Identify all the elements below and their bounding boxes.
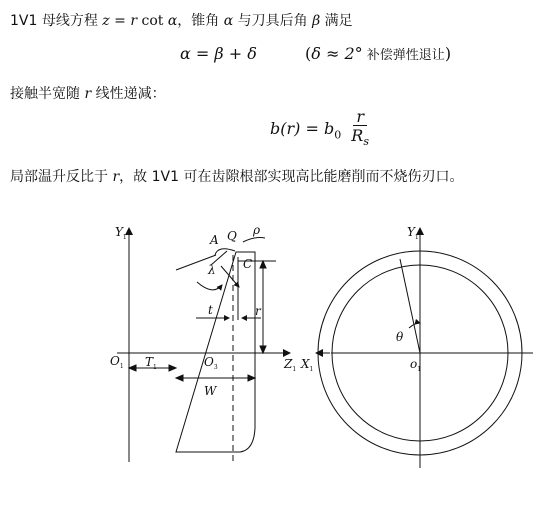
text-run: 与刀具后角 xyxy=(233,13,313,29)
label-theta: θ xyxy=(396,330,404,344)
math-r: r xyxy=(130,13,138,29)
math-alpha: α xyxy=(223,13,234,29)
fraction-numerator: r xyxy=(353,108,367,126)
math-cot: cot xyxy=(137,13,168,29)
label-w: W xyxy=(204,384,217,398)
label-x1: $X_1$ xyxy=(301,357,314,373)
label-y1-right: $Y_1$ xyxy=(407,225,419,241)
tool-nose-arc xyxy=(215,249,235,255)
label-t1: $T_1$ xyxy=(145,355,157,371)
math-r: r xyxy=(84,86,92,102)
equation-condition: δ ≈ 2° xyxy=(311,44,363,63)
label-y1: $Y_1$ xyxy=(115,225,127,241)
equation-note: 补偿弹性退让 xyxy=(362,48,445,63)
w-arrow-left xyxy=(176,375,183,381)
r-arrow-bottom xyxy=(260,346,266,353)
text-run: 满足 xyxy=(320,13,353,29)
equation-lhs: b(r) = b xyxy=(270,119,335,139)
label-t: t xyxy=(208,303,213,317)
left-view xyxy=(117,228,330,465)
paragraph-generatrix-equation xyxy=(10,10,353,30)
label-o1-right: $o_1$ xyxy=(410,357,422,373)
fraction-r-over-Rs xyxy=(348,108,372,151)
radius-arrow xyxy=(221,266,239,287)
equation-lhs: α = β + δ xyxy=(180,44,257,63)
fraction-denominator xyxy=(348,126,372,151)
label-o1: $O_1$ xyxy=(110,354,124,370)
text-run: ，锥角 xyxy=(177,13,224,29)
text-run: 1V1 母线方程 xyxy=(10,13,103,29)
left-view-labels xyxy=(110,223,313,398)
paren-open: ( xyxy=(305,44,312,63)
math-r: r xyxy=(112,169,120,185)
paren-close: ) xyxy=(444,44,452,63)
tool-body-outline xyxy=(176,252,255,452)
math-alpha: α xyxy=(167,13,178,29)
den-sub-s: s xyxy=(363,135,369,149)
text-run: 接触半宽随 xyxy=(10,86,85,102)
label-q: Q xyxy=(227,229,237,243)
math-equals: = xyxy=(109,13,131,29)
label-lambda: λ xyxy=(208,263,216,277)
label-c: C xyxy=(243,257,253,271)
label-o3: $O_3$ xyxy=(204,355,218,371)
tool-geometry-diagram xyxy=(0,210,547,507)
w-arrow-right xyxy=(248,375,255,381)
label-a: A xyxy=(210,233,219,247)
r-arrow-top xyxy=(260,261,266,268)
right-view xyxy=(318,228,533,468)
math-beta: β xyxy=(312,13,321,29)
equation-cone-angle xyxy=(180,44,451,63)
text-run: 局部温升反比于 xyxy=(10,169,113,185)
equation-contact-width xyxy=(270,108,372,151)
subscript-zero: 0 xyxy=(334,128,342,142)
text-run: ，故 1V1 可在齿隙根部实现高比能磨削而不烧伤刃口。 xyxy=(119,169,464,185)
den-R: R xyxy=(351,126,364,145)
paragraph-contact-width xyxy=(10,83,166,103)
lambda-arc xyxy=(197,282,222,290)
label-z1: $Z_1$ xyxy=(284,357,297,373)
t1-arrow-left xyxy=(129,365,136,371)
text-run: 线性递减： xyxy=(91,86,166,102)
label-rho: ρ xyxy=(253,223,261,237)
paragraph-temperature-rise xyxy=(10,166,463,186)
math-z: z xyxy=(102,13,110,29)
t1-arrow-right xyxy=(169,365,176,371)
label-r: r xyxy=(255,304,261,318)
rho-pointer xyxy=(243,238,265,243)
